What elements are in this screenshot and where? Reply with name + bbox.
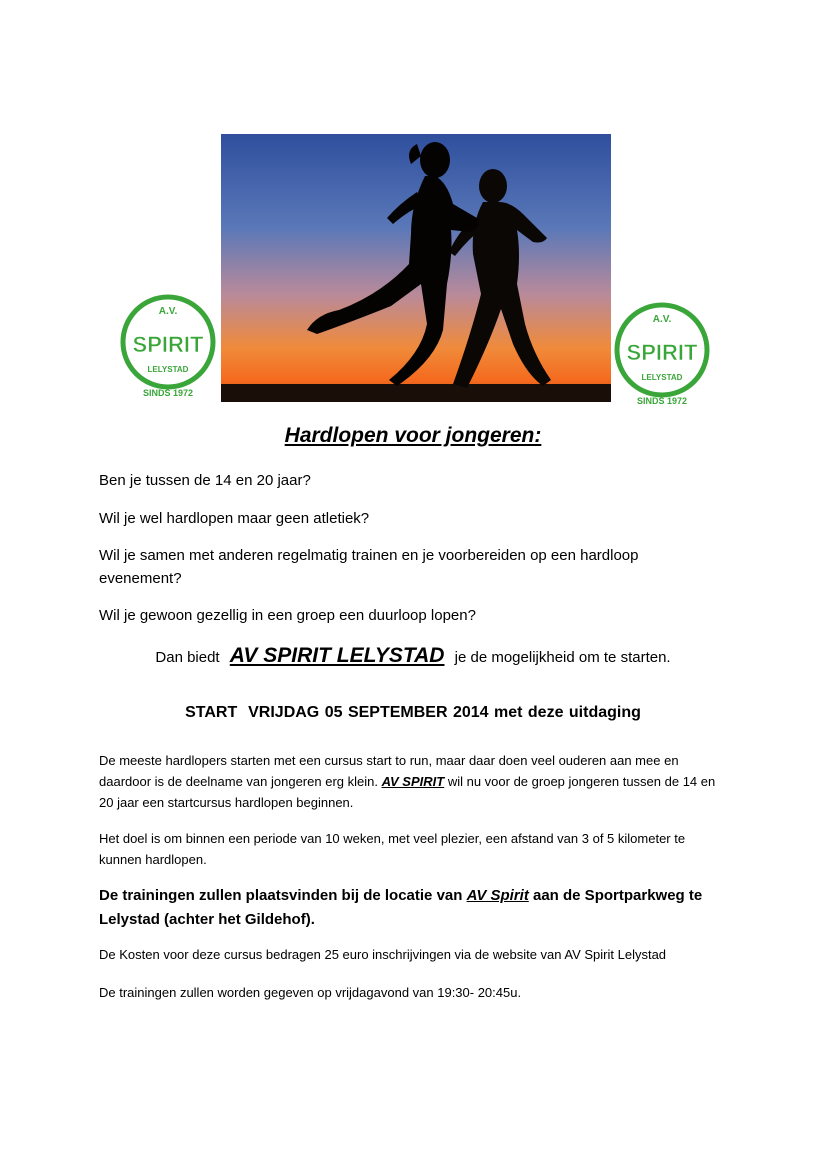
location-text-before: De trainingen zullen plaatsvinden bij de locatie van xyxy=(99,887,463,904)
svg-text:A.V.: A.V. xyxy=(652,314,672,325)
page-title: Hardlopen voor jongeren: xyxy=(284,424,542,447)
spirit-logo-left xyxy=(118,292,218,400)
intro-text-after: wil nu voor de groep jongeren tussen de 14 en 20 jaar een startcursus hardlopen beginnen. xyxy=(99,774,716,810)
svg-text:LELYSTAD: LELYSTAD xyxy=(147,365,189,374)
intro-brand: AV SPIRIT xyxy=(381,774,445,789)
svg-text:SINDS 1972: SINDS 1972 xyxy=(142,388,194,398)
offer-brand: AV SPIRIT LELYSTAD xyxy=(229,644,445,667)
location-brand: AV Spirit xyxy=(466,887,529,904)
intro-paragraph xyxy=(99,750,729,813)
location-text-after: aan de Sportparkweg te Lelystad (achter het Gildehof). xyxy=(99,887,703,928)
question-no-athletics: Wil je wel hardlopen maar geen atletiek? xyxy=(99,510,370,527)
spirit-logo-right xyxy=(612,300,712,408)
offer-line xyxy=(0,644,826,668)
svg-text:A.V.: A.V. xyxy=(158,306,178,317)
svg-text:LELYSTAD: LELYSTAD xyxy=(641,373,683,382)
intro-text-before: De meeste hardlopers starten met een cursus start to run, maar daar doen veel ouderen aan mee en daardoor is de deelname van jongeren erg klein. xyxy=(99,753,679,789)
runners-sunset-photo xyxy=(221,134,611,402)
svg-text:SPIRIT: SPIRIT xyxy=(132,332,204,357)
offer-prefix: Dan biedt xyxy=(155,649,220,666)
question-age: Ben je tussen de 14 en 20 jaar? xyxy=(99,472,311,489)
offer-suffix: je de mogelijkheid om te starten. xyxy=(454,649,671,666)
schedule-paragraph: De trainingen zullen worden gegeven op vrijdagavond van 19:30- 20:45u. xyxy=(99,985,522,1000)
start-date-heading: START VRIJDAG 05 SEPTEMBER 2014 met deze uitdaging xyxy=(185,704,641,721)
question-train-together: Wil je samen met anderen regelmatig trainen en je voorbereiden op een hardloop evenement? xyxy=(99,547,639,587)
svg-text:SINDS 1972: SINDS 1972 xyxy=(636,396,688,406)
goal-paragraph: Het doel is om binnen een periode van 10 weken, met veel plezier, een afstand van 3 of 5 kilometer te kunnen hardlopen. xyxy=(99,831,686,867)
location-paragraph xyxy=(99,884,739,932)
svg-text:SPIRIT: SPIRIT xyxy=(626,340,698,365)
costs-paragraph: De Kosten voor deze cursus bedragen 25 euro inschrijvingen via de website van AV Spirit Lelystad xyxy=(99,947,667,962)
question-group-run: Wil je gewoon gezellig in een groep een duurloop lopen? xyxy=(99,607,476,624)
